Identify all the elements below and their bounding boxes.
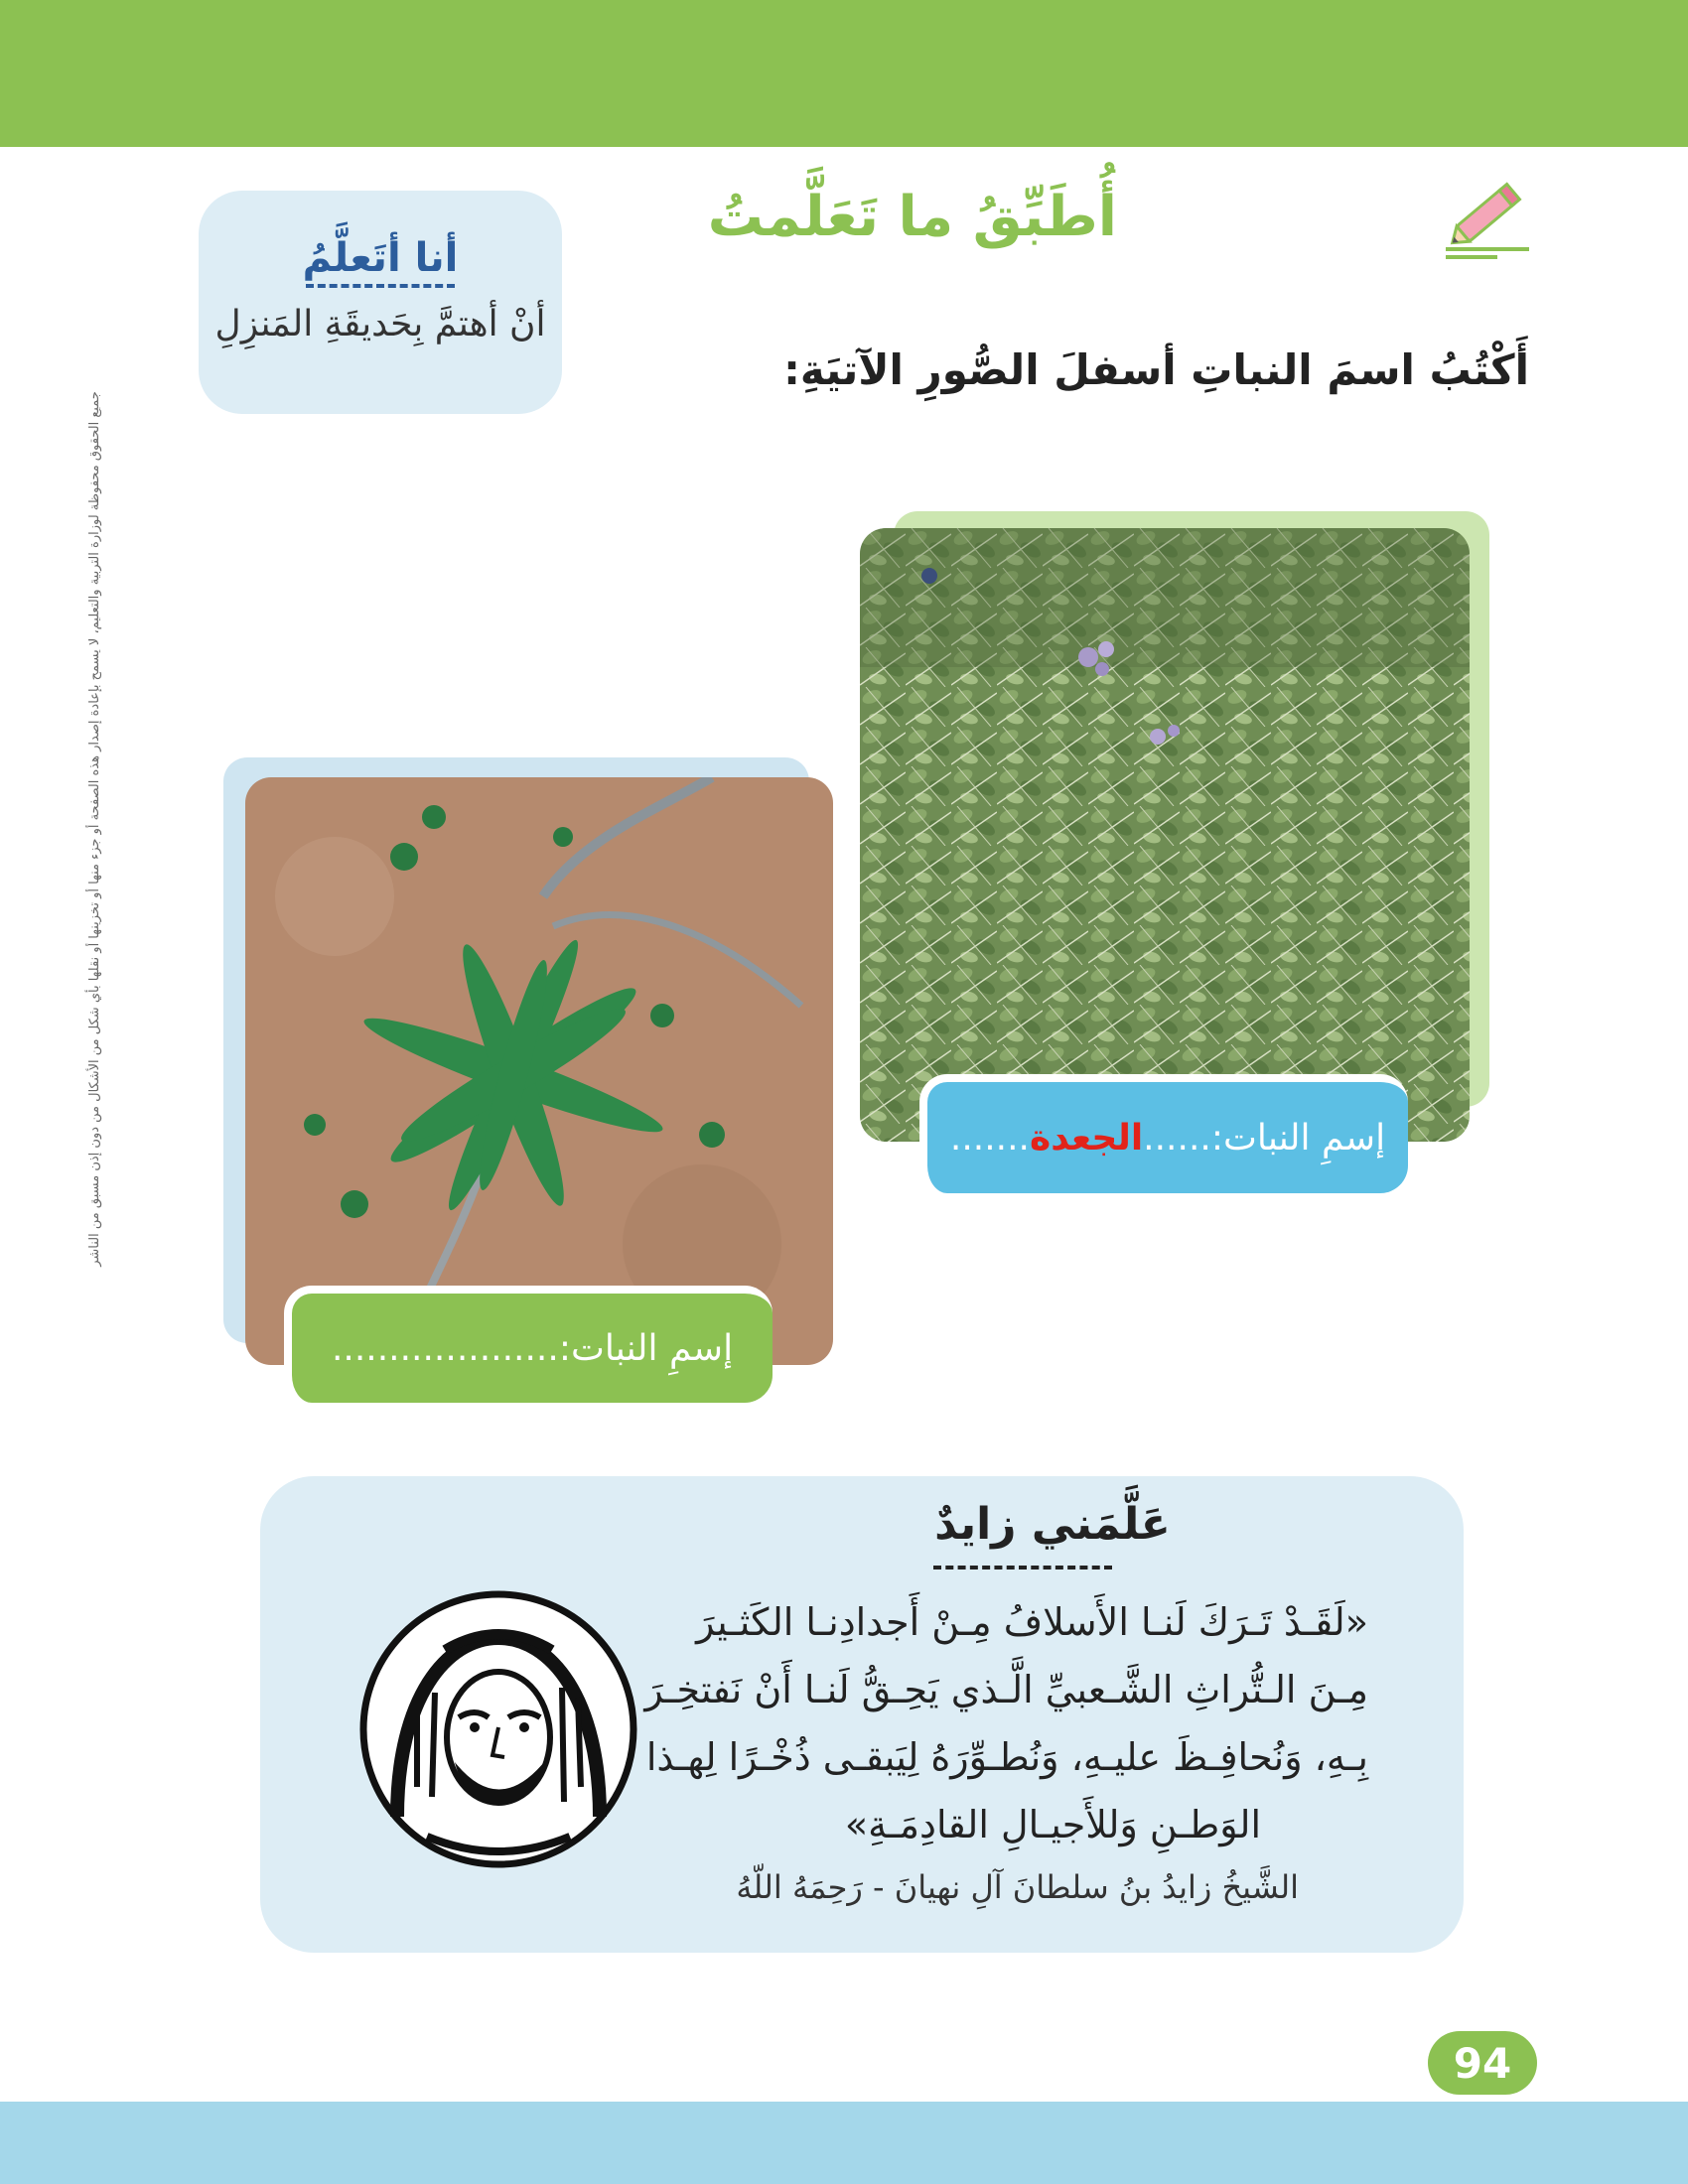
copyright-note: جميع الحقوق محفوظة لوزارة التربية والتعليم، لا يسمح بإعادة إصدار هذه الصفحة أو جزء منها أو تخزينها أو نقلها بأي شكل من الأشكال من دون إذن مسبق من الناشر [87,391,102,1267]
quote-line-4: الوَطـنِ وَللأَجيـالِ القادِمَـةِ» [844,1803,1261,1846]
page-number: 94 [1428,2031,1537,2095]
plant-photo-1 [860,528,1470,1142]
top-banner [0,0,1688,147]
plant-name-dots-after-1: ....... [949,1117,1030,1159]
instruction-text: أَكْتُبُ اسمَ النباتِ أسفلَ الصُّورِ الآتيَةِ: [783,345,1529,394]
quote-line-3: بِـهِ، وَنُحافِـظَ عليـهِ، وَنُطـوِّرَهُ لِيَبقـى ذُخْـرًا لِهـذا [645,1735,1368,1779]
plant-name-answer-1: الجعدة [1030,1117,1144,1159]
section-title: أُطَبِّقُ ما تَعَلَّمتُ [707,185,1117,249]
plant-name-label-2: إسمِ النبات: [558,1327,734,1369]
pencil-icon [1438,164,1537,263]
zayed-title-underline [933,1566,1112,1570]
plant-name-dots-2: .................... [331,1327,559,1369]
plant-name-dots-before-1: ...... [1143,1117,1211,1159]
learn-text: أنْ أهتمَّ بِحَديقَةِ المَنزِلِ [214,304,546,344]
quote-line-1: «لَقَـدْ تَـرَكَ لَنـا الأَسلافُ مِـنْ أَجدادِنـا الكَثـيرَ [696,1600,1368,1644]
learn-box [199,191,562,414]
plant-name-field-2[interactable] [284,1286,773,1403]
learn-title: أنا أتَعلَّمُ [302,235,459,281]
quote-line-2: مِـنَ الـتُّراثِ الشَّـعبيِّ الَّـذي يَحِـقُّ لَنـا أَنْ نَفتخِـرَ [644,1668,1368,1711]
zayed-title: عَلَّمَني زايدٌ [934,1499,1171,1550]
plant-photo-2 [245,777,833,1365]
plant-name-field-1[interactable] [919,1074,1408,1193]
bottom-banner [0,2102,1688,2184]
quote-attribution: الشَّيخُ زايدُ بنُ سلطانَ آلِ نهيانَ - رَحِمَهُ اللّهُ [736,1868,1299,1906]
learn-title-underline [306,284,455,288]
sheikh-zayed-portrait [357,1588,639,1870]
plant-name-label-1: إسمِ النبات: [1210,1117,1386,1159]
